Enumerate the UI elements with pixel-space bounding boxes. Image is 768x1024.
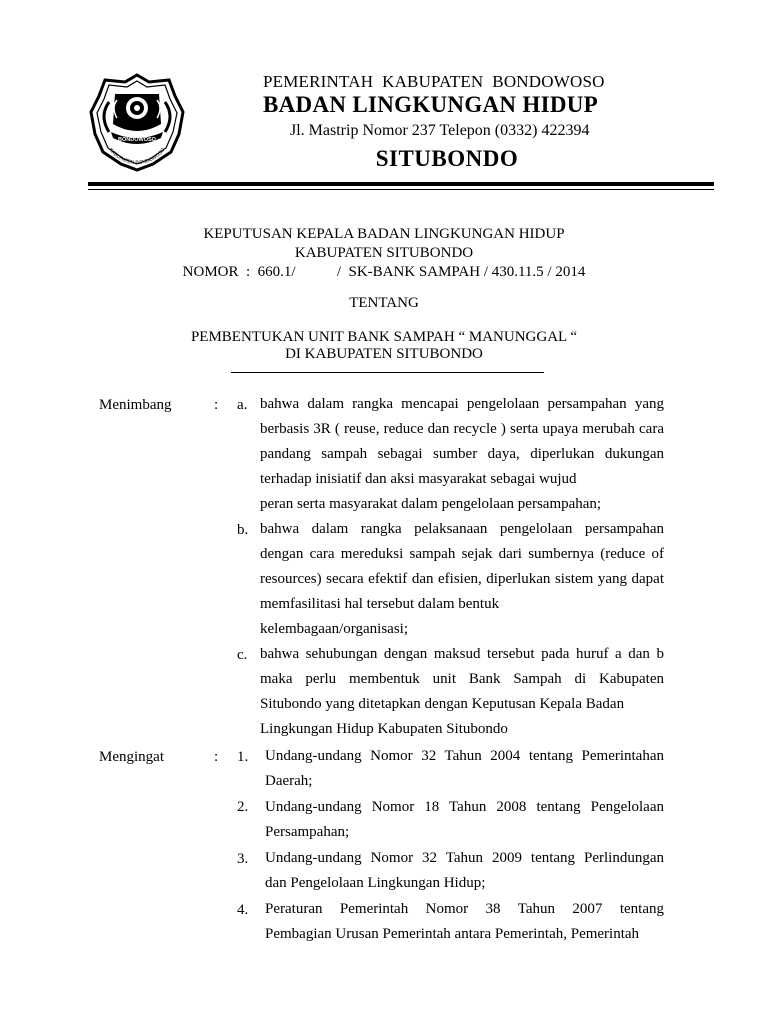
section-colon-mengingat: :	[214, 749, 219, 765]
item-marker-2: 2.	[237, 799, 249, 815]
legal-basis-4	[265, 897, 664, 947]
agency-name: BADAN LINGKUNGAN HIDUP	[263, 92, 599, 117]
item-marker-3: 3.	[237, 851, 249, 867]
title-underline	[231, 372, 544, 373]
item-marker-a: a.	[237, 397, 248, 413]
emblem-ribbon-text: BONDOWOSO	[118, 137, 156, 143]
legal-basis-2	[265, 795, 664, 845]
item-marker-c: c.	[237, 647, 248, 663]
item-marker-4: 4.	[237, 902, 249, 918]
section-label-menimbang: Menimbang	[99, 397, 172, 413]
legal-basis-2-text-end: Persampahan;	[265, 824, 350, 841]
legal-basis-4-text: Peraturan Pemerintah Nomor 38 Tahun 2007 tentang	[265, 901, 664, 917]
decree-subject: PEMBENTUKAN UNIT BANK SAMPAH “ MANUNGGAL “	[190, 329, 578, 345]
consideration-a	[260, 392, 664, 517]
legal-basis-3-text: Undang-undang Nomor 32 Tahun 2009 tentang Perlindungan	[265, 850, 664, 866]
emblem-ring-text: KABUPATEN BONDOWOSO	[107, 147, 167, 167]
section-colon-menimbang: :	[214, 397, 219, 413]
decree-tentang: TENTANG	[349, 295, 419, 311]
agency-city: SITUBONDO	[375, 146, 519, 171]
legal-basis-1-text: Undang-undang Nomor 32 Tahun 2004 tentang Pemerintahan	[265, 748, 664, 764]
legal-basis-4-text-end: Pembagian Urusan Pemerintah antara Pemerintah, Pemerintah	[265, 926, 640, 943]
government-name: PEMERINTAH KABUPATEN BONDOWOSO	[263, 72, 605, 91]
legal-basis-2-text: Undang-undang Nomor 18 Tahun 2008 tentang Pengelolaan	[265, 799, 664, 815]
letterhead-rule-thick	[88, 182, 714, 186]
consideration-c	[260, 642, 664, 742]
section-label-mengingat: Mengingat	[99, 749, 164, 765]
item-marker-b: b.	[237, 522, 249, 538]
decree-number: NOMOR : 660.1/ / SK-BANK SAMPAH / 430.11.5 / 2014	[182, 264, 586, 280]
consideration-c-text: bahwa sehubungan dengan maksud tersebut pada huruf a dan b maka perlu membentuk unit Bank Sampah di Kabupaten Situbondo yang ditetapkan dengan Keputusan Kepala Badan	[260, 646, 664, 713]
consideration-a-text: bahwa dalam rangka mencapai pengelolaan persampahan yang berbasis 3R ( reuse, reduce dan recycle ) serta upaya merubah cara pandang sampah sebagai sumber daya, diperlukan dukungan terhadap inisiatif dan aksi masyarakat sebagai wujud	[260, 396, 664, 488]
letterhead-rule-thin	[88, 189, 714, 190]
legal-basis-1-text-end: Daerah;	[265, 773, 313, 790]
consideration-a-text-end: peran serta masyarakat dalam pengelolaan persampahan;	[260, 496, 602, 513]
agency-address: Jl. Mastrip Nomor 237 Telepon (0332) 422394	[290, 122, 590, 139]
item-marker-1: 1.	[237, 749, 249, 765]
decree-title-regency: KABUPATEN SITUBONDO	[294, 245, 474, 261]
consideration-b-text: bahwa dalam rangka pelaksanaan pengelolaan persampahan dengan cara mereduksi sampah sejak dari sumbernya (reduce of resources) secara efektif dan efisien, diperlukan sistem yang dapat memfasilitasi hal tersebut dalam bentuk	[260, 521, 664, 613]
legal-basis-3-text-end: dan Pengelolaan Lingkungan Hidup;	[265, 875, 486, 892]
legal-basis-1	[265, 744, 664, 794]
consideration-b	[260, 517, 664, 642]
consideration-b-text-end: kelembagaan/organisasi;	[260, 621, 409, 638]
decree-title: KEPUTUSAN KEPALA BADAN LINGKUNGAN HIDUP	[203, 226, 565, 242]
consideration-c-text-end: Lingkungan Hidup Kabupaten Situbondo	[260, 721, 508, 738]
decree-subject-location: DI KABUPATEN SITUBONDO	[285, 346, 483, 362]
legal-basis-3	[265, 846, 664, 896]
